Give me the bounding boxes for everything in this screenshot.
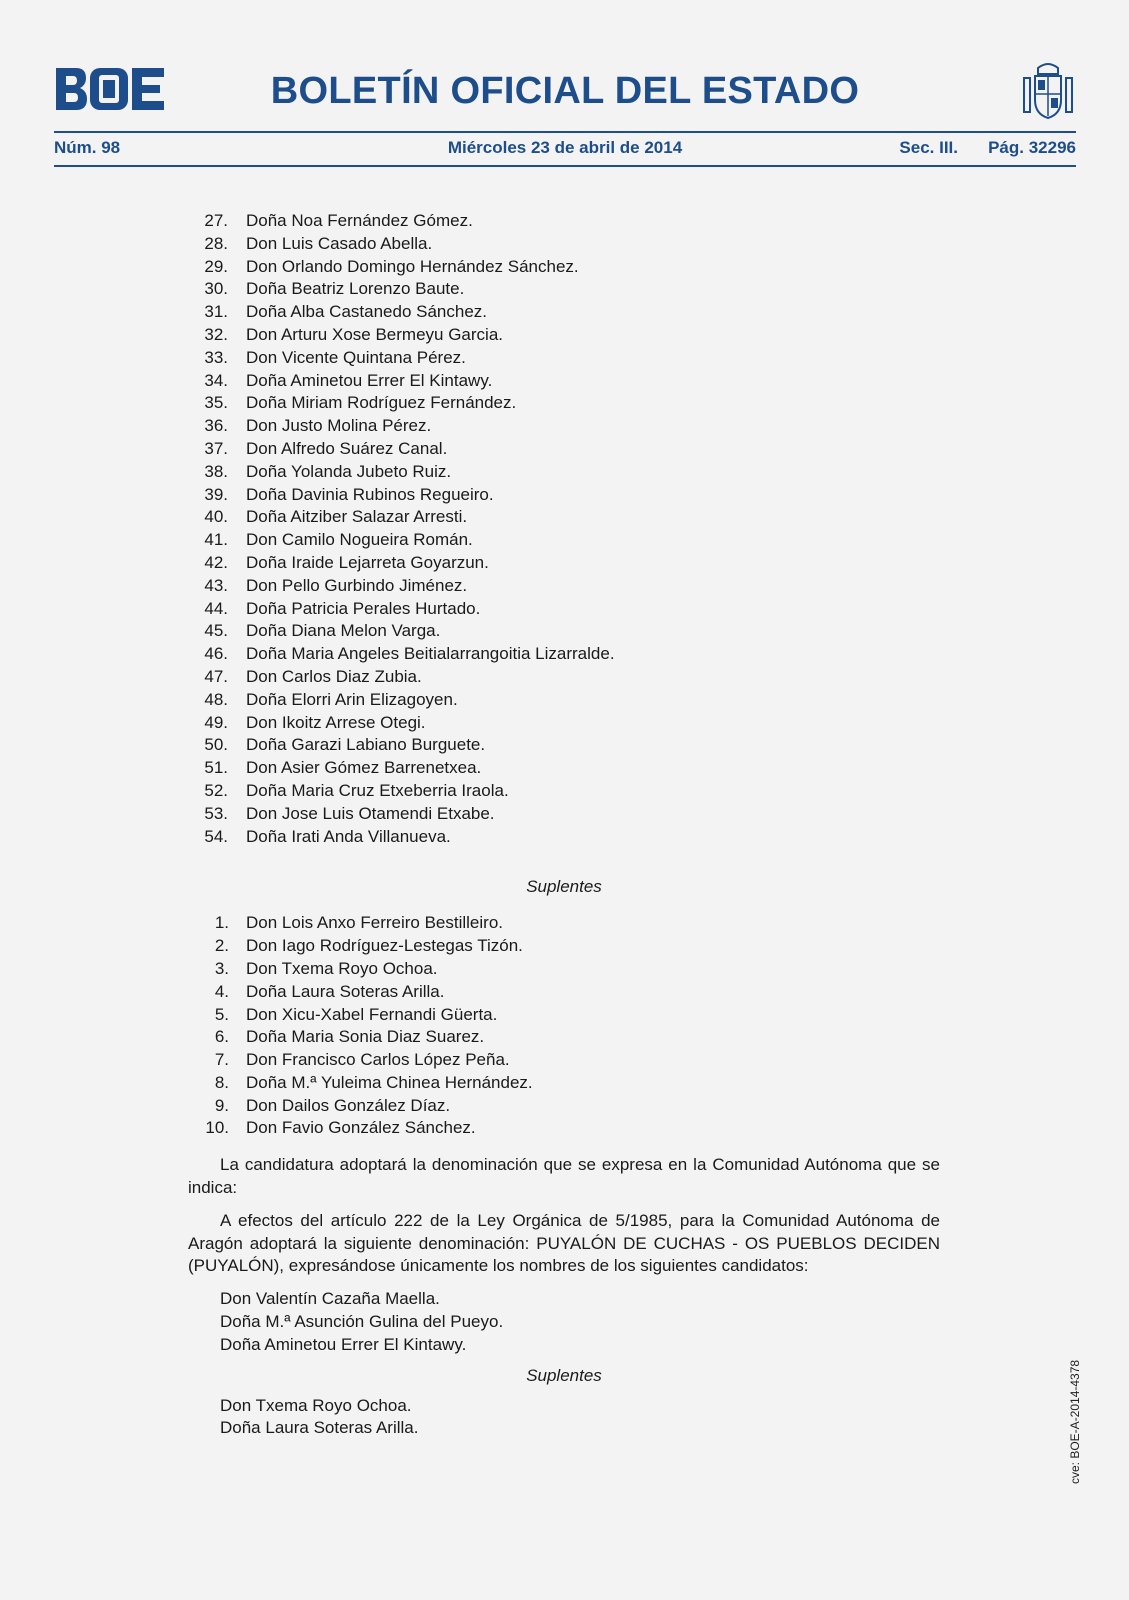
list-item xyxy=(188,461,940,484)
list-item xyxy=(188,233,940,256)
list-item xyxy=(188,826,940,849)
list-item xyxy=(188,734,940,757)
list-item xyxy=(188,712,940,735)
list-item-name: Don Camilo Nogueira Román. xyxy=(246,530,473,550)
list-item-name: Don Lois Anxo Ferreiro Bestilleiro. xyxy=(246,913,504,933)
list-item-name: Don Txema Royo Ochoa. xyxy=(246,958,438,978)
list-item-number: 27. xyxy=(204,211,228,230)
list-item xyxy=(188,415,940,438)
list-item-name: Don Dailos González Díaz. xyxy=(246,1095,451,1115)
list-item-number: 35. xyxy=(204,393,228,413)
list-item-number: 34. xyxy=(204,370,228,390)
list-item xyxy=(188,1117,940,1140)
list-item-name: Doña Maria Angeles Beitialarrangoitia Lizarralde. xyxy=(246,644,615,664)
list-item xyxy=(188,552,940,575)
list-item-number: 43. xyxy=(204,575,228,595)
name-line: Don Txema Royo Ochoa. xyxy=(220,1395,412,1415)
list-item xyxy=(188,912,940,935)
list-item xyxy=(188,1004,940,1027)
list-item xyxy=(188,575,940,598)
list-item-name: Doña Davinia Rubinos Regueiro. xyxy=(246,484,494,504)
list-item-number: 4. xyxy=(214,981,229,1001)
list-item-number: 31. xyxy=(204,302,228,322)
list-item-name: Doña Irati Anda Villanueva. xyxy=(246,826,451,846)
list-item-number: 42. xyxy=(204,552,228,572)
list-item-number: 29. xyxy=(204,256,228,276)
list-item-name: Don Vicente Quintana Pérez. xyxy=(246,347,466,367)
list-item xyxy=(188,689,940,712)
name-line: Doña M.ª Asunción Gulina del Pueyo. xyxy=(220,1312,504,1332)
list-item xyxy=(188,210,940,233)
list-item xyxy=(188,958,940,981)
list-item-number: 37. xyxy=(204,438,228,458)
list-item-number: 6. xyxy=(214,1027,229,1047)
list-item-name: Don Xicu-Xabel Fernandi Güerta. xyxy=(246,1004,498,1024)
list-item-name: Doña Iraide Lejarreta Goyarzun. xyxy=(246,552,489,572)
list-item xyxy=(188,935,940,958)
issue-number: Núm. 98 xyxy=(54,138,121,157)
list-item xyxy=(188,1026,940,1049)
list-item xyxy=(188,324,940,347)
list-item-number: 44. xyxy=(204,598,228,618)
list-item-name: Doña Laura Soteras Arilla. xyxy=(246,981,445,1001)
list-item-number: 46. xyxy=(204,644,228,664)
list-item-number: 39. xyxy=(204,484,228,504)
list-item-name: Don Luis Casado Abella. xyxy=(246,233,433,253)
list-item-name: Doña Garazi Labiano Burguete. xyxy=(246,735,486,755)
list-item-number: 7. xyxy=(214,1050,229,1070)
list-item-name: Doña Miriam Rodríguez Fernández. xyxy=(246,393,517,413)
substitute-list xyxy=(188,912,940,1140)
list-item-name: Doña Maria Sonia Diaz Suarez. xyxy=(246,1027,485,1047)
list-item xyxy=(188,529,940,552)
suplentes-heading-2: Suplentes xyxy=(526,1365,602,1385)
list-item xyxy=(188,803,940,826)
list-item-number: 3. xyxy=(214,958,229,978)
list-item-number: 40. xyxy=(204,507,228,527)
list-item xyxy=(188,598,940,621)
list-item-name: Doña Patricia Perales Hurtado. xyxy=(246,598,481,618)
list-item-name: Don Arturu Xose Bermeyu Garcia. xyxy=(246,324,504,344)
list-item-number: 50. xyxy=(204,735,228,755)
list-item-name: Don Asier Gómez Barrenetxea. xyxy=(246,758,482,778)
list-item xyxy=(188,1049,940,1072)
list-item xyxy=(188,347,940,370)
list-item-name: Doña Aitziber Salazar Arresti. xyxy=(246,507,468,527)
list-item-number: 48. xyxy=(204,689,228,709)
list-item-number: 52. xyxy=(204,780,228,800)
list-item-number: 8. xyxy=(214,1072,229,1092)
list-item-name: Don Orlando Domingo Hernández Sánchez. xyxy=(246,256,579,276)
list-item-number: 47. xyxy=(204,666,228,686)
list-item-number: 10. xyxy=(205,1118,229,1138)
section-label: Sec. III. xyxy=(899,138,958,157)
list-item xyxy=(188,981,940,1004)
list-item-name: Don Alfredo Suárez Canal. xyxy=(246,438,448,458)
list-item-number: 32. xyxy=(204,324,228,344)
list-item-name: Doña Aminetou Errer El Kintawy. xyxy=(246,370,493,390)
list-item xyxy=(188,301,940,324)
list-item xyxy=(188,438,940,461)
header-rule-bottom xyxy=(54,165,1076,167)
name-line: Doña Aminetou Errer El Kintawy. xyxy=(220,1334,467,1354)
list-item-name: Don Iago Rodríguez-Lestegas Tizón. xyxy=(246,936,523,956)
list-item-number: 54. xyxy=(204,826,228,846)
list-item-name: Don Francisco Carlos López Peña. xyxy=(246,1050,510,1070)
list-item-number: 38. xyxy=(204,461,228,481)
suplentes-heading: Suplentes xyxy=(526,877,602,897)
list-item-name: Doña Alba Castanedo Sánchez. xyxy=(246,302,488,322)
list-item-name: Doña Elorri Arin Elizagoyen. xyxy=(246,689,458,709)
list-item-number: 28. xyxy=(204,233,228,253)
list-item xyxy=(188,1072,940,1095)
list-item xyxy=(188,506,940,529)
name-line: Don Valentín Cazaña Maella. xyxy=(220,1289,440,1309)
list-item-number: 33. xyxy=(204,347,228,367)
header-meta xyxy=(54,138,1076,160)
list-item-name: Don Pello Gurbindo Jiménez. xyxy=(246,575,468,595)
list-item-name: Doña Beatriz Lorenzo Baute. xyxy=(246,279,465,299)
list-item-number: 36. xyxy=(204,416,228,436)
page-title: BOLETÍN OFICIAL DEL ESTADO xyxy=(270,70,860,112)
document-body xyxy=(188,210,940,1440)
list-item xyxy=(188,620,940,643)
paragraph-aragon-denomination: A efectos del artículo 222 de la Ley Orgánica de 5/1985, para la Comunidad Autónoma de Aragón adoptará la siguiente denominación: PUYALÓN DE CUCHAS - OS PUEBLOS DECIDEN (PUYALÓN), expresándose únicamente los nombres de los siguientes candidatos: xyxy=(188,1210,940,1276)
list-item xyxy=(188,484,940,507)
list-item-number: 51. xyxy=(204,758,228,778)
list-item-number: 9. xyxy=(214,1095,229,1115)
list-item xyxy=(188,666,940,689)
aragon-candidates xyxy=(188,1288,940,1356)
list-item-number: 5. xyxy=(214,1004,229,1024)
list-item-number: 2. xyxy=(214,936,229,956)
list-item xyxy=(188,256,940,279)
list-item-name: Doña Noa Fernández Gómez. xyxy=(246,211,473,230)
list-item-number: 30. xyxy=(204,279,228,299)
coat-of-arms-icon xyxy=(1020,60,1076,122)
list-item-number: 53. xyxy=(204,803,228,823)
name-line: Doña Laura Soteras Arilla. xyxy=(220,1418,419,1438)
page-number: Pág. 32296 xyxy=(988,138,1076,157)
cve-code: cve: BOE-A-2014-4378 xyxy=(1068,1359,1082,1484)
list-item xyxy=(188,1095,940,1118)
candidate-list xyxy=(188,210,940,848)
header-rule-top xyxy=(54,131,1076,133)
paragraph-denomination-intro: La candidatura adoptará la denominación que se expresa en la Comunidad Autónoma que se indica: xyxy=(188,1155,940,1198)
list-item xyxy=(188,278,940,301)
list-item-name: Doña Yolanda Jubeto Ruiz. xyxy=(246,461,452,481)
list-item xyxy=(188,392,940,415)
list-item xyxy=(188,370,940,393)
list-item-name: Doña M.ª Yuleima Chinea Hernández. xyxy=(246,1072,533,1092)
list-item-name: Don Jose Luis Otamendi Etxabe. xyxy=(246,803,495,823)
list-item-name: Doña Diana Melon Varga. xyxy=(246,621,441,641)
list-item-number: 41. xyxy=(204,530,228,550)
issue-date: Miércoles 23 de abril de 2014 xyxy=(447,138,683,157)
list-item-number: 45. xyxy=(204,621,228,641)
list-item-name: Don Justo Molina Pérez. xyxy=(246,416,432,436)
list-item xyxy=(188,757,940,780)
list-item xyxy=(188,780,940,803)
list-item-name: Don Ikoitz Arrese Otegi. xyxy=(246,712,426,732)
list-item-number: 1. xyxy=(214,913,229,933)
list-item-name: Don Favio González Sánchez. xyxy=(246,1118,476,1138)
list-item xyxy=(188,643,940,666)
aragon-substitutes xyxy=(188,1395,940,1441)
list-item-name: Doña Maria Cruz Etxeberria Iraola. xyxy=(246,780,509,800)
list-item-number: 49. xyxy=(204,712,228,732)
list-item-name: Don Carlos Diaz Zubia. xyxy=(246,666,422,686)
